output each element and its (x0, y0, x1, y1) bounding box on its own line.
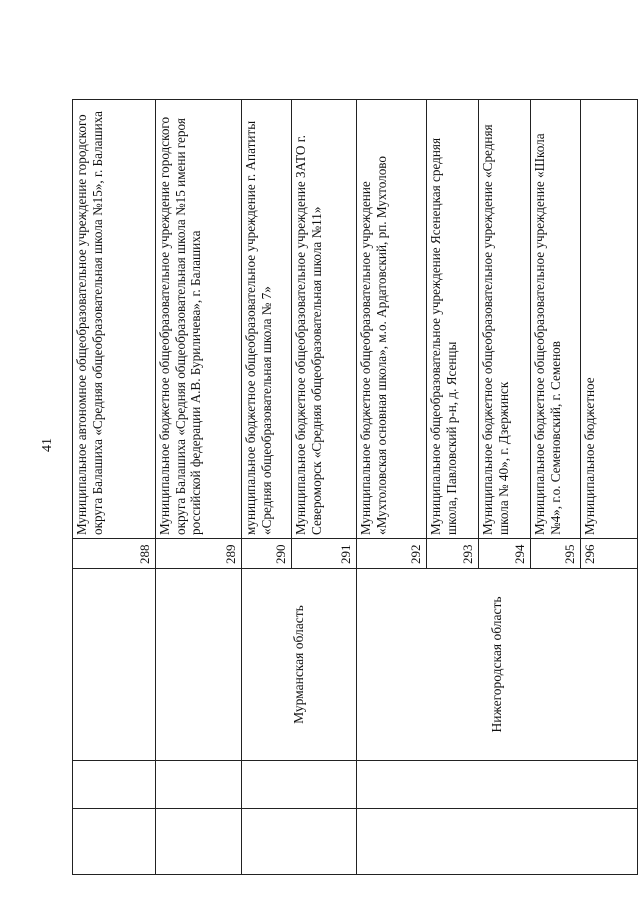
region-nizhny: Нижегородская область (357, 569, 638, 761)
schools-table-rotated (72, 100, 637, 875)
row-number: 294 (479, 539, 531, 569)
blank-cell (156, 761, 242, 809)
school-name: Муниципальное бюджетное общеобразовательное учреждение городского округа Балашиха «Средняя общеобразовательная школа №15 имени героя российской федерации А.В. Буриличева», г. Балашиха (156, 100, 242, 539)
table-row (73, 100, 156, 875)
school-name: Муниципальное бюджетное общеобразовательное учреждение «Средняя школа № 40», г. Дзержинск (479, 100, 531, 539)
blank-cell (242, 809, 357, 875)
region-murmansk: Мурманская область (242, 569, 357, 761)
blank-cell (357, 761, 638, 809)
school-name: Муниципальное бюджетное общеобразовательное учреждение ЗАТО г. Североморск «Средняя общеобразовательная школа №11» (292, 100, 357, 539)
school-name: Муниципальное бюджетное общеобразовательное учреждение «Школа №4», г.о. Семеновский, г. Семенов (531, 100, 581, 539)
blank-cell (73, 761, 156, 809)
row-number: 289 (156, 539, 242, 569)
page-number: 41 (40, 438, 55, 452)
school-name: Муниципальное бюджетное общеобразовательное учреждение «Мухтоловская основная школа», м.о. Ардатовский, рп. Мухтолово (357, 100, 427, 539)
blank-cell (357, 809, 638, 875)
blank-cell (156, 809, 242, 875)
blank-cell (156, 569, 242, 761)
row-number: 296 (581, 539, 638, 569)
row-number: 293 (427, 539, 479, 569)
schools-table (72, 99, 638, 875)
school-name: Муниципальное общеобразовательное учреждение Ясенецкая средняя школа, Павловский р-н, д. Ясенцы (427, 100, 479, 539)
blank-cell (242, 761, 357, 809)
school-name: Муниципальное автономное общеобразовательное учреждение городского округа Балашиха «Средняя общеобразовательная школа №15», г. Балашиха (73, 100, 156, 539)
row-number: 295 (531, 539, 581, 569)
row-number: 292 (357, 539, 427, 569)
table-row (357, 100, 427, 875)
school-name: муниципальное бюджетное общеобразовательное учреждение г. Апатиты «Средняя общеобразовательная школа № 7» (242, 100, 292, 539)
blank-cell (73, 569, 156, 761)
row-number: 288 (73, 539, 156, 569)
blank-cell (73, 809, 156, 875)
row-number: 291 (292, 539, 357, 569)
row-number: 290 (242, 539, 292, 569)
school-name: Муниципальное бюджетное (581, 100, 638, 539)
table-row (156, 100, 242, 875)
table-row (242, 100, 292, 875)
